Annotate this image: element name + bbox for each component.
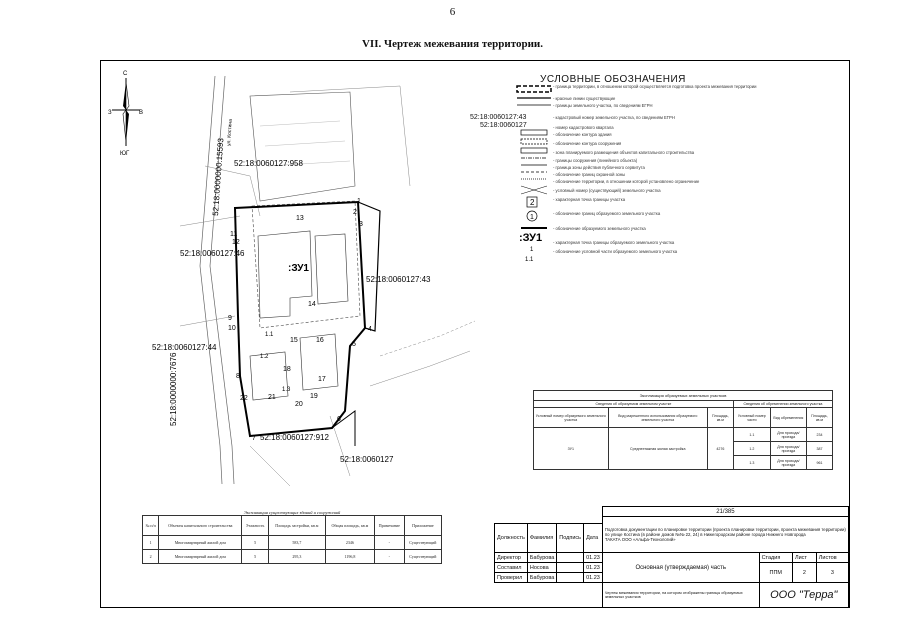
buildings-table-title: Экспликация существующих зданий и сооружений (243, 510, 341, 515)
part-1-1: 1.1 (265, 332, 274, 338)
table-row: 1.3 Для прохода/проезда 961 (534, 456, 833, 470)
parcel-912: 52:18:0060127:912 (260, 433, 329, 442)
table-row: 2 Многоквартирный жилой дом 5 295,3 1196,8 - Существующий (143, 550, 442, 564)
part-1-3: 1.3 (282, 387, 291, 393)
point-19: 19 (310, 393, 318, 400)
table-row: 1 Многоквартирный жилой дом 5 583,7 2346 - Существующий (143, 536, 442, 550)
legend-line-2: - границы земельного участка, по сведениям ЕГРН (553, 103, 653, 108)
point-3: 3 (359, 221, 363, 228)
part-1-2: 1.2 (260, 354, 269, 360)
legend-cond: 1.1 (525, 257, 534, 263)
legend-line-5: - обозначение контура здания (553, 132, 612, 137)
legend-line-4: - номер кадастрового квартала (553, 125, 614, 130)
point-4: 4 (368, 326, 372, 333)
parcel-43: 52:18:0060127:43 (366, 275, 431, 284)
info-h1: Сведения об образуемом земельном участке (534, 401, 734, 408)
info-col-2: Площадь, кв.м (707, 408, 733, 428)
info-col-5: Площадь, кв.м (806, 408, 832, 428)
legend-box-num: 2 (530, 198, 535, 207)
stamp-h-name: Фамилия (527, 524, 556, 553)
legend-line-8: - границы сооружения (линейного объекта) (553, 158, 638, 163)
parcel-46: 52:18:0060127:46 (180, 249, 245, 258)
point-20: 20 (295, 401, 303, 408)
vertical-label-7676: 52:18:0000000:7676 (169, 352, 178, 426)
point-15: 15 (290, 337, 298, 344)
table-row: ЗУ1 Среднеэтажная жилая застройка 4276 1.1 Для прохода/проезда 234 (534, 428, 833, 442)
legend-line-3: - кадастровый номер земельного участка, по сведениям ЕГРН (553, 115, 675, 120)
buildings-table (142, 510, 442, 564)
info-col-4: Вид обременения (770, 408, 806, 428)
point-13: 13 (296, 215, 304, 222)
point-12: 12 (232, 239, 240, 246)
stamp-code: 21/385 (602, 507, 848, 517)
compass-w: З (108, 110, 112, 116)
section-title: VII. Чертеж межевания территории. (361, 38, 543, 50)
b-col-0: № п/п (143, 516, 159, 536)
b-col-6: Приложение (404, 516, 441, 536)
signature (557, 573, 584, 583)
stamp-h-date: Дата (584, 524, 603, 553)
legend-line-6: - обозначение контура сооружения (553, 141, 622, 146)
legend-line-0: - граница территории, в отношении которой осуществляется подготовка проекта межевания территории (553, 84, 757, 89)
info-col-1: Вид разрешенного использования образуемого земельного участка (608, 408, 707, 428)
info-h2: Сведения об обременении земельного участка (733, 401, 832, 408)
legend-line-15: - обозначение образуемого земельного участка (553, 226, 646, 231)
zu-label: :ЗУ1 (288, 263, 309, 274)
stamp-org: ТАКАТА ООО «Альфа-Технологий» (604, 537, 676, 542)
compass-e: В (139, 110, 144, 116)
point-10: 10 (228, 325, 236, 332)
table-row: 1.2 Для прохода/проезда 387 (534, 442, 833, 456)
legend-line-7: - зона планируемого размещения объектов капитального строительства (553, 150, 695, 155)
info-col-3: Условный номер части (733, 408, 770, 428)
vertical-label-15593: 52:18:0000000:15593 (211, 137, 226, 217)
stamp-sheet-title: Основная (утверждаемая) часть (602, 553, 759, 583)
boundary-points (228, 198, 372, 442)
point-8: 8 (236, 373, 240, 380)
point-2: 2 (353, 209, 357, 216)
b-col-3: Площадь застройки, кв.м (268, 516, 325, 536)
legend-symbols (515, 84, 555, 264)
point-18: 18 (283, 366, 291, 373)
compass-s: ЮГ (120, 151, 130, 156)
stamp-h-sign: Подпись (557, 524, 584, 553)
legend-line-1: - красные линии существующие (553, 96, 616, 101)
point-17: 17 (318, 376, 326, 383)
stamp-desc: Подготовка документации по планировке территории (проекта планировки территории, проекта межевания территории) по улице Костина (в районе домов №№ 22, 24) в Нижегородском районе города Нижнего Новгорода ТАКАТА ООО «Альфа-Технологий» (602, 517, 848, 553)
legend-line-13: - характерная точка границы участка (553, 197, 626, 202)
parcel-info-table (533, 390, 833, 470)
legend-line-17: - обозначение условной части образуемого земельного участка (553, 249, 678, 254)
point-9: 9 (228, 315, 232, 322)
legend-line-16: - характерная точка границы образуемого земельного участка (553, 240, 675, 245)
page-number: 6 (449, 6, 456, 18)
b-col-5: Примечание (374, 516, 404, 536)
legend-line-10: - обозначение границ охранной зоны (553, 172, 626, 177)
legend-line-11: - обозначение территории, в отношении которой установлено ограничение (553, 179, 700, 184)
parcel-map (140, 66, 530, 486)
point-11: 11 (230, 231, 238, 238)
parcel-quarter: 52:18:0060127 (340, 455, 394, 464)
signature (557, 553, 584, 563)
point-6: 6 (337, 416, 341, 423)
street-label: ул. Костина (226, 118, 234, 147)
legend-circle-num: 1 (530, 214, 534, 221)
b-col-1: Объекты капитального строительства (159, 516, 242, 536)
legend-line-14: - обозначение границ образуемого земельного участка (553, 211, 661, 216)
legend-line-12: - условный номер (существующий) земельного участка (553, 188, 661, 193)
stamp-h-role: Должность (495, 524, 528, 553)
legend-point: 1 (530, 247, 534, 253)
point-22: 22 (240, 395, 248, 402)
point-21: 21 (268, 394, 276, 401)
parcel-44: 52:18:0060127:44 (152, 343, 217, 352)
legend-line-9: - граница зоны действия публичного сервитута (553, 165, 645, 170)
point-7: 7 (252, 435, 256, 442)
b-col-4: Общая площадь, кв.м (325, 516, 374, 536)
point-5: 5 (352, 341, 356, 348)
stamp-note: Чертеж межевания территории, на котором отображены границы образуемых земельных участков (602, 583, 759, 608)
legend-code1: 52:18:0060127:43 (470, 114, 527, 121)
title-block: 21/385 Подготовка документации по планировке территории (проекта планировки территории, проекта межевания территории) по улице Костина (в районе домов №№ 22, 24) в Нижегородском районе города Нижнего Новгорода ТАКАТА ООО «Альфа-Технологий» Должность Фамилия Подпись Дата Директор Бабурова 01.23 Основная (утверждаемая) часть Стадия Лист Листов Составил Носова 01.23 ППМ 2 3 Проверил Бабурова 01.23 Чертеж межевания территории, на котором отображены границы образуемых земельных участков ООО "Терра" (494, 506, 849, 608)
compass-icon (108, 66, 144, 156)
point-1: 1 (357, 198, 361, 205)
point-14: 14 (308, 301, 316, 308)
point-16: 16 (316, 337, 324, 344)
signature (557, 563, 584, 573)
stamp-company: ООО "Терра" (759, 583, 848, 608)
compass-n: С (123, 71, 128, 77)
legend-code2: 52:18:0060127 (480, 122, 527, 129)
legend-title: УСЛОВНЫЕ ОБОЗНАЧЕНИЯ (540, 74, 686, 85)
info-col-0: Условный номер образуемого земельного участка (534, 408, 609, 428)
b-col-2: Этажность (242, 516, 269, 536)
info-table-title: Экспликация образуемых земельных участков (533, 390, 833, 400)
legend-zu: :ЗУ1 (519, 232, 543, 244)
parcel-958: 52:18:0060127:958 (234, 159, 303, 168)
